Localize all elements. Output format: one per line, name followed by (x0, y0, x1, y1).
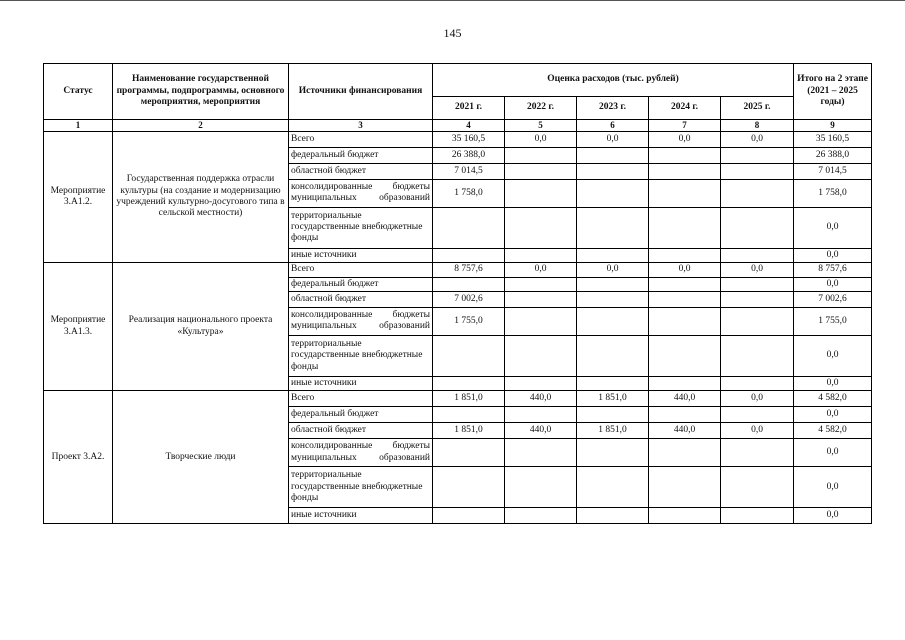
value-cell (721, 407, 794, 423)
total-cell: 1 758,0 (794, 179, 872, 207)
value-cell: 0,0 (721, 131, 794, 147)
value-cell (577, 376, 649, 390)
value-cell: 440,0 (505, 423, 577, 439)
value-cell (433, 407, 505, 423)
header-year: 2023 г. (577, 97, 649, 120)
source-cell: федеральный бюджет (289, 147, 433, 163)
total-cell: 1 755,0 (794, 307, 872, 335)
value-cell (505, 277, 577, 291)
value-cell: 7 014,5 (433, 163, 505, 179)
total-cell: 0,0 (794, 508, 872, 524)
value-cell (505, 407, 577, 423)
row-name: Реализация национального проекта «Культура» (113, 263, 289, 391)
value-cell (649, 376, 721, 390)
source-cell: иные источники (289, 248, 433, 262)
row-status: Мероприятие 3.А1.2. (44, 131, 113, 262)
value-cell (433, 376, 505, 390)
value-cell (505, 307, 577, 335)
value-cell (577, 248, 649, 262)
value-cell: 0,0 (505, 263, 577, 277)
source-cell: областной бюджет (289, 423, 433, 439)
value-cell (433, 439, 505, 467)
total-cell: 4 582,0 (794, 391, 872, 407)
value-cell (505, 467, 577, 508)
value-cell (505, 147, 577, 163)
value-cell (721, 508, 794, 524)
value-cell (649, 163, 721, 179)
column-number: 1 (44, 120, 113, 132)
value-cell (433, 335, 505, 376)
value-cell (721, 376, 794, 390)
value-cell (433, 467, 505, 508)
value-cell: 0,0 (721, 263, 794, 277)
value-cell (505, 163, 577, 179)
total-cell: 0,0 (794, 439, 872, 467)
source-cell: консолидированные бюджеты муниципальных образований (289, 439, 433, 467)
value-cell (577, 163, 649, 179)
source-cell: консолидированные бюджеты муниципальных образований (289, 307, 433, 335)
value-cell (577, 508, 649, 524)
value-cell (577, 277, 649, 291)
column-number: 4 (433, 120, 505, 132)
value-cell (649, 277, 721, 291)
value-cell (577, 467, 649, 508)
column-number: 5 (505, 120, 577, 132)
value-cell (505, 179, 577, 207)
source-cell: иные источники (289, 376, 433, 390)
value-cell: 1 851,0 (577, 391, 649, 407)
total-cell: 0,0 (794, 467, 872, 508)
value-cell (649, 407, 721, 423)
value-cell: 0,0 (649, 131, 721, 147)
header-year: 2021 г. (433, 97, 505, 120)
value-cell: 0,0 (721, 423, 794, 439)
value-cell (649, 467, 721, 508)
value-cell (649, 147, 721, 163)
page-number: 145 (443, 26, 462, 40)
value-cell (721, 335, 794, 376)
value-cell (721, 307, 794, 335)
header-estimate: Оценка расходов (тыс. рублей) (433, 64, 794, 97)
value-cell (505, 439, 577, 467)
column-number: 8 (721, 120, 794, 132)
total-cell: 0,0 (794, 207, 872, 248)
value-cell (721, 163, 794, 179)
value-cell: 1 851,0 (577, 423, 649, 439)
value-cell (577, 407, 649, 423)
value-cell (505, 291, 577, 307)
value-cell (505, 376, 577, 390)
value-cell (505, 508, 577, 524)
value-cell (649, 248, 721, 262)
value-cell: 7 002,6 (433, 291, 505, 307)
value-cell: 1 758,0 (433, 179, 505, 207)
budget-table (43, 63, 872, 524)
source-cell: иные источники (289, 508, 433, 524)
source-cell: Всего (289, 391, 433, 407)
source-cell: территориальные государственные внебюджетные фонды (289, 207, 433, 248)
row-name: Творческие люди (113, 391, 289, 524)
table-row (44, 391, 872, 407)
value-cell (505, 207, 577, 248)
value-cell (721, 147, 794, 163)
page-top-border (0, 0, 905, 1)
value-cell: 1 755,0 (433, 307, 505, 335)
value-cell (577, 207, 649, 248)
value-cell (721, 467, 794, 508)
value-cell (577, 291, 649, 307)
header-status: Статус (44, 64, 113, 120)
source-cell: федеральный бюджет (289, 277, 433, 291)
value-cell: 0,0 (577, 131, 649, 147)
source-cell: консолидированные бюджеты муниципальных образований (289, 179, 433, 207)
value-cell (721, 207, 794, 248)
value-cell: 440,0 (649, 391, 721, 407)
total-cell: 35 160,5 (794, 131, 872, 147)
value-cell (649, 307, 721, 335)
value-cell: 440,0 (505, 391, 577, 407)
value-cell (649, 207, 721, 248)
value-cell (433, 277, 505, 291)
row-status: Проект 3.А2. (44, 391, 113, 524)
value-cell: 26 388,0 (433, 147, 505, 163)
header-name: Наименование государственной программы, подпрограммы, основного мероприятия, мероприятия (113, 64, 289, 120)
source-cell: территориальные государственные внебюджетные фонды (289, 335, 433, 376)
value-cell (577, 179, 649, 207)
value-cell: 8 757,6 (433, 263, 505, 277)
value-cell (649, 508, 721, 524)
row-name: Государственная поддержка отрасли культуры (на создание и модернизацию учреждений культурно-досугового типа в сельской местности) (113, 131, 289, 262)
value-cell: 0,0 (721, 391, 794, 407)
total-cell: 0,0 (794, 335, 872, 376)
value-cell (577, 147, 649, 163)
value-cell: 35 160,5 (433, 131, 505, 147)
column-number: 6 (577, 120, 649, 132)
column-number: 2 (113, 120, 289, 132)
value-cell: 0,0 (649, 263, 721, 277)
source-cell: территориальные государственные внебюджетные фонды (289, 467, 433, 508)
source-cell: областной бюджет (289, 163, 433, 179)
value-cell (505, 335, 577, 376)
value-cell (721, 439, 794, 467)
value-cell (433, 508, 505, 524)
value-cell (649, 179, 721, 207)
total-cell: 0,0 (794, 248, 872, 262)
total-cell: 0,0 (794, 376, 872, 390)
value-cell: 0,0 (577, 263, 649, 277)
value-cell: 1 851,0 (433, 391, 505, 407)
header-year: 2024 г. (649, 97, 721, 120)
column-number: 9 (794, 120, 872, 132)
value-cell (577, 307, 649, 335)
total-cell: 0,0 (794, 277, 872, 291)
value-cell (721, 248, 794, 262)
value-cell (721, 291, 794, 307)
value-cell: 1 851,0 (433, 423, 505, 439)
value-cell (433, 248, 505, 262)
value-cell (433, 207, 505, 248)
value-cell (577, 439, 649, 467)
total-cell: 7 014,5 (794, 163, 872, 179)
value-cell (649, 335, 721, 376)
table-row (44, 131, 872, 147)
value-cell (505, 248, 577, 262)
total-cell: 26 388,0 (794, 147, 872, 163)
header-year: 2025 г. (721, 97, 794, 120)
value-cell (721, 179, 794, 207)
total-cell: 8 757,6 (794, 263, 872, 277)
total-cell: 7 002,6 (794, 291, 872, 307)
table-row (44, 263, 872, 277)
total-cell: 0,0 (794, 407, 872, 423)
source-cell: федеральный бюджет (289, 407, 433, 423)
value-cell (721, 277, 794, 291)
column-number: 3 (289, 120, 433, 132)
value-cell: 0,0 (505, 131, 577, 147)
header-total: Итого на 2 этапе (2021 – 2025 годы) (794, 64, 872, 120)
value-cell (649, 439, 721, 467)
source-cell: областной бюджет (289, 291, 433, 307)
header-sources: Источники финансирования (289, 64, 433, 120)
value-cell (649, 291, 721, 307)
source-cell: Всего (289, 263, 433, 277)
row-status: Мероприятие 3.А1.3. (44, 263, 113, 391)
column-number: 7 (649, 120, 721, 132)
value-cell: 440,0 (649, 423, 721, 439)
header-year: 2022 г. (505, 97, 577, 120)
total-cell: 4 582,0 (794, 423, 872, 439)
source-cell: Всего (289, 131, 433, 147)
value-cell (577, 335, 649, 376)
